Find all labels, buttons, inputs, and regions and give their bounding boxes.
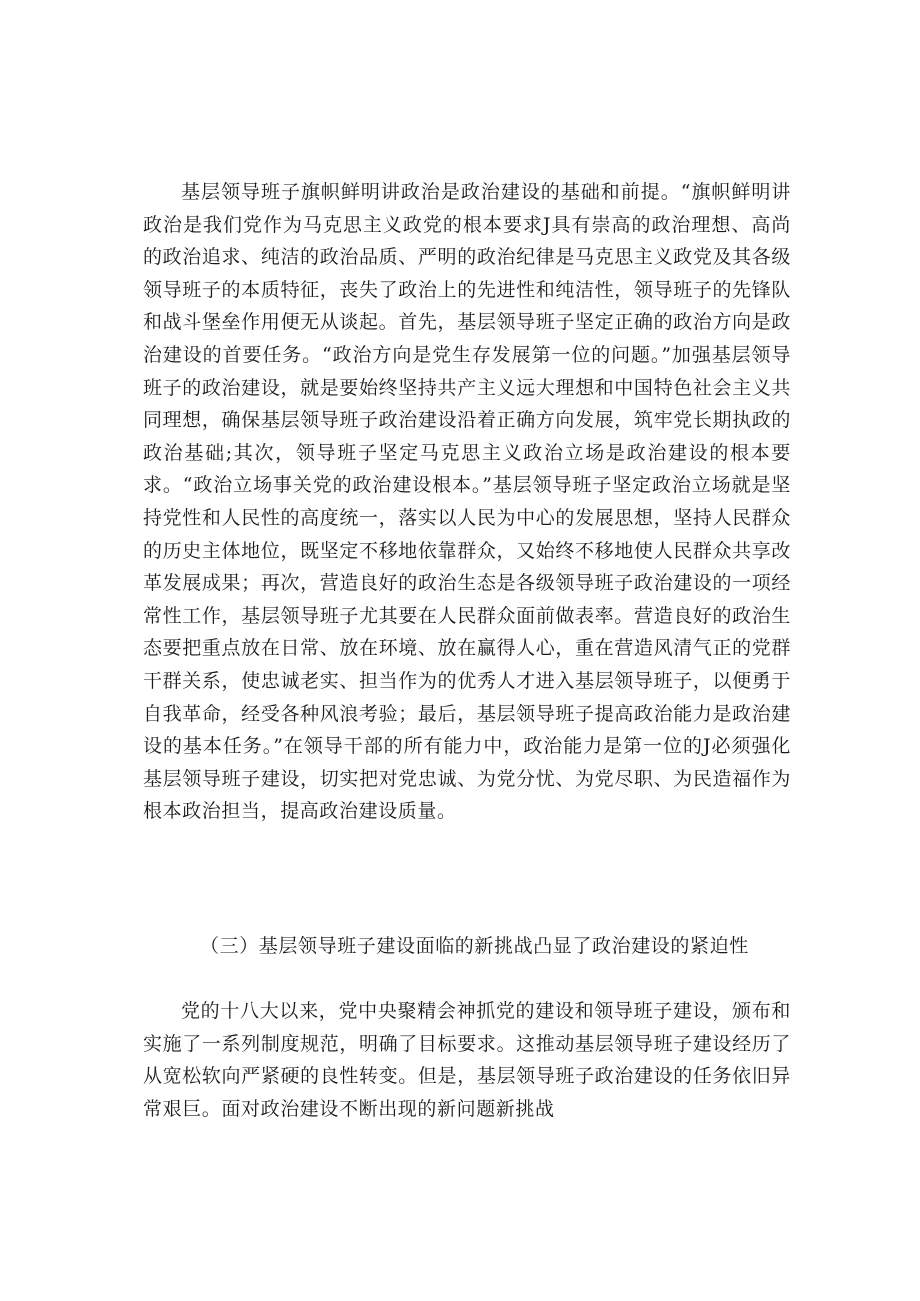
- body-text-block-1: [143, 176, 791, 828]
- section-heading-3: （三）基层领导班子建设面临的新挑战凸显了政治建设的紧迫性: [200, 935, 749, 957]
- body-text-block-2: [143, 995, 791, 1125]
- paragraph-political-construction-foundation: 基层领导班子旗帜鲜明讲政治是政治建设的基础和前提。“旗帜鲜明讲政治是我们党作为马克思主义政党的根本要求J具有崇高的政治理想、高尚的政治追求、纯洁的政治品质、严明的政治纪律是马克思主义政党及其各级领导班子的本质特征，丧失了政治上的先进性和纯洁性，领导班子的先锋队和战斗堡垒作用便无从谈起。首先，基层领导班子坚定正确的政治方向是政治建设的首要任务。“政治方向是党生存发展第一位的问题。”加强基层领导班子的政治建设，就是要始终坚持共产主义远大理想和中国特色社会主义共同理想，确保基层领导班子政治建设沿着正确方向发展，筑牢党长期执政的政治基础;其次，领导班子坚定马克思主义政治立场是政治建设的根本要求。“政治立场事关党的政治建设根本。”基层领导班子坚定政治立场就是坚持党性和人民性的高度统一，落实以人民为中心的发展思想，坚持人民群众的历史主体地位，既坚定不移地依靠群众，又始终不移地使人民群众共享改革发展成果；再次，营造良好的政治生态是各级领导班子政治建设的一项经常性工作，基层领导班子尤其要在人民群众面前做表率。营造良好的政治生态要把重点放在日常、放在环境、放在赢得人心，重在营造风清气正的党群干群关系，使忠诚老实、担当作为的优秀人才进入基层领导班子，以便勇于自我革命，经受各种风浪考验；最后，基层领导班子提高政治能力是政治建设的基本任务。”在领导干部的所有能力中，政治能力是第一位的J必须强化基层领导班子建设，切实把对党忠诚、为党分忧、为党尽职、为民造福作为根本政治担当，提高政治建设质量。: [143, 181, 791, 823]
- paragraph-new-challenges: 党的十八大以来，党中央聚精会神抓党的建设和领导班子建设，颁布和实施了一系列制度规范，明确了目标要求。这推动基层领导班子建设经历了从宽松软向严紧硬的良性转变。但是，基层领导班子政治建设的任务依旧异常艰巨。面对政治建设不断出现的新问题新挑战: [143, 1000, 791, 1120]
